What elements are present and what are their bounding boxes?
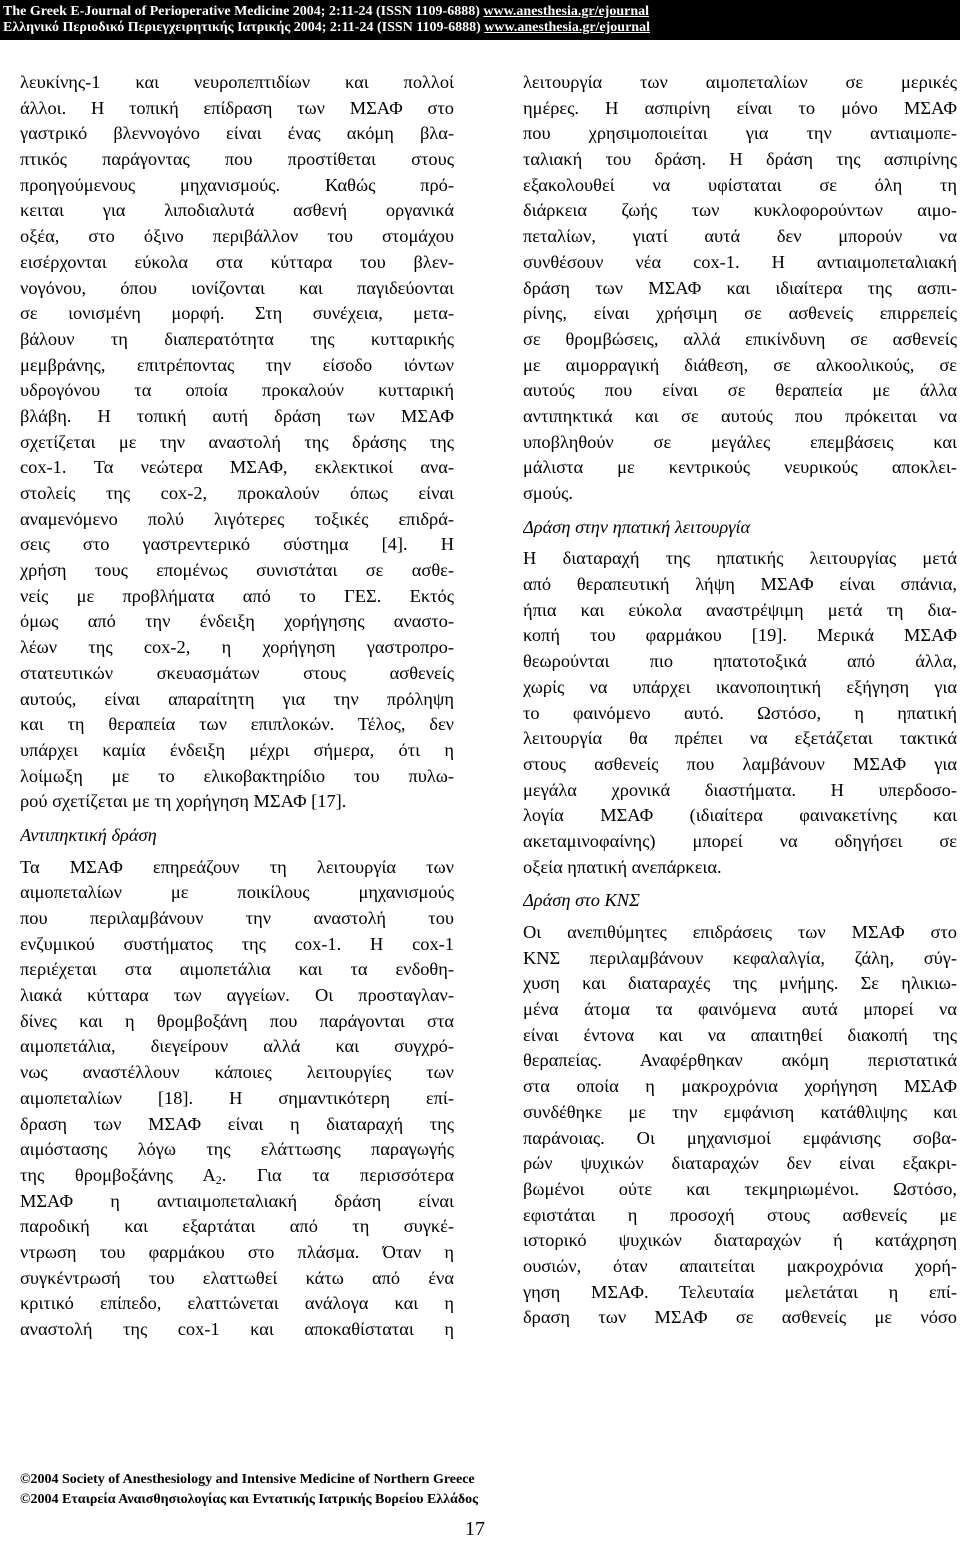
text-line: Η διαταραχή της ηπατικής λειτουργίας μετά [523, 548, 957, 569]
header-citation-greek: Ελληνικό Περιοδικό Περιεγχειρητικής Ιατρικής 2004; 2:11-24 (ISSN 1109-6888) [3, 20, 485, 35]
text-line: ντρωση του φαρμάκου στο πλάσμα. Όταν η [20, 1241, 454, 1262]
text-line: υποβληθούν σε μεγάλες επεμβάσεις και [523, 431, 957, 452]
text-line: αυτούς, είναι απαραίτητη για την πρόληψη [20, 688, 454, 709]
text-line: λειτουργία των αιμοπεταλίων σε μερικές [523, 72, 957, 92]
text-line: μεμβράνης, επιτρέποντας την είσοδο ιόντων [20, 354, 454, 375]
text-line: με αιμορραγική διάθεση, σε αλκοολικούς, σε [523, 354, 957, 375]
text-line: νως αναστέλλουν κάποιες λειτουργίες των [20, 1062, 454, 1083]
text-line: άλλοι. Η τοπική επίδραση των ΜΣΑΦ στο [20, 97, 454, 118]
text-line: μάλιστα με κεντρικούς νευρικούς αποκλει- [523, 457, 957, 478]
text-line: σμούς. [523, 483, 573, 503]
journal-url-link-greek[interactable]: www.anesthesia.gr/ejournal [484, 20, 650, 35]
text-line: αναστολή της cox-1 και αποκαθίσταται η [20, 1319, 454, 1339]
text-line: κριτικό επίπεδο, ελαττώνεται ανάλογα και η [20, 1293, 454, 1314]
copyright-english: ©2004 Society of Anesthesiology and Intensive Medicine of Northern Greece [20, 1472, 475, 1487]
text-line: Τα ΜΣΑΦ επηρεάζουν τη λειτουργία των [20, 856, 454, 877]
text-line: συνθέσουν νέα cox-1. Η αντιαιμοπεταλιακή [523, 251, 957, 272]
journal-header [0, 0, 960, 40]
thromboxane-text-suffix: . Για τα περισσότερα [221, 1164, 454, 1185]
text-line: ρών ψυχικών διαταραχών δεν είναι εξακρι- [523, 1153, 957, 1174]
text-line: κειται για λιποδιαλυτά ασθενή οργανικά [20, 200, 454, 221]
text-line: συνδέθηκε με την εμφάνιση κατάθλιψης και [523, 1101, 957, 1122]
thromboxane-subscript: 2 [215, 1172, 222, 1187]
text-line: στα οποία η μακροχρόνια χορήγηση ΜΣΑΦ [523, 1076, 957, 1097]
text-line: ταλιακή του δράση. Η δράση της ασπιρίνης [523, 149, 957, 170]
right-paragraph-3 [523, 920, 957, 1331]
text-line: προηγούμενους μηχανισμούς. Καθώς πρό- [20, 174, 454, 195]
text-line: σε θρομβώσεις, αλλά επικίνδυνη σε ασθενείς [523, 328, 957, 349]
text-line: διάρκεια ζωής των κυκλοφορούντων αιμο- [523, 200, 957, 221]
text-line: υπάρχει καμία ένδειξη μέχρι σήμερα, ότι η [20, 739, 454, 760]
journal-url-link[interactable]: www.anesthesia.gr/ejournal [483, 4, 650, 19]
text-line: μένα άτομα τα φαινόμενα αυτά μπορεί να [523, 999, 957, 1020]
text-line: αιμοπετάλια, διεγείρουν αλλά και συγχρό- [20, 1036, 454, 1057]
text-line: από θεραπευτική λήψη ΜΣΑΦ είναι σπάνια, [523, 574, 957, 595]
copyright-greek: ©2004 Εταιρεία Αναισθησιολογίας και Εντατικής Ιατρικής Βορείου Ελλάδος [20, 1492, 479, 1507]
text-line: σχετίζεται με την αναστολή της δράσης της [20, 431, 454, 452]
text-line: οξέα, στο όξινο περιβάλλον του στομάχου [20, 226, 454, 247]
text-line: ημέρες. Η ασπιρίνη είναι το μόνο ΜΣΑΦ [523, 97, 957, 118]
text-line: Οι ανεπιθύμητες επιδράσεις των ΜΣΑΦ στο [523, 922, 957, 942]
text-line: αντιπηκτικά και σε αυτούς που πρόκειται να [523, 405, 957, 426]
text-line: αιμοπεταλίων με ποικίλους μηχανισμούς [20, 882, 454, 903]
text-line: σε ιονισμένη μορφή. Στη συνέχεια, μετα- [20, 303, 454, 324]
text-line: βωμένοι ούτε και τεκμηριωμένοι. Ωστόσο, [523, 1178, 957, 1199]
header-citation-english: The Greek E-Journal of Perioperative Medicine 2004; 2:11-24 (ISSN 1109-6888) [3, 4, 484, 19]
text-line: περιέχεται στα αιμοπετάλια και τα ενδοθη- [20, 959, 454, 980]
text-line: λογία ΜΣΑΦ (ιδιαίτερα φαινακετίνης και [523, 805, 957, 826]
text-line: δραση των ΜΣΑΦ είναι η διαταραχή της [20, 1113, 454, 1134]
section-heading-anticoagulant: Αντιπηκτική δράση [20, 824, 157, 845]
text-line: πεταλίων, γιατί αυτά δεν μπορούν να [523, 226, 957, 247]
text-line: θεραπείας. Αναφέρθηκαν ακόμη περιστατικά [523, 1050, 957, 1071]
text-line: αιμοπεταλίων [18]. Η σημαντικότερη επί- [20, 1087, 454, 1108]
text-line: δραση των ΜΣΑΦ σε ασθενείς με νόσο [523, 1307, 957, 1328]
copyright-footer [20, 1470, 478, 1510]
text-line: ιστορικό ψυχικών διαταραχών ή κατάχρηση [523, 1230, 957, 1251]
text-line: αιμόστασης λόγω της ελάττωσης παραγωγής [20, 1139, 454, 1160]
text-line: είναι έντονα και να απαιτηθεί διακοπή της [523, 1024, 957, 1045]
text-line: γηση ΜΣΑΦ. Τελευταία μελετάται η επί- [523, 1281, 957, 1302]
text-line: πτικός παράγοντας που προστίθεται στους [20, 149, 454, 170]
text-line: ρίνης, είναι χρήσιμη σε ασθενείς επιρρεπείς [523, 303, 957, 324]
text-line: ακεταμινοφαίνης) μπορεί να οδηγήσει σε [523, 830, 957, 851]
text-line: κοπή του φαρμάκου [19]. Μερικά ΜΣΑΦ [523, 625, 957, 646]
section-heading-cns: Δράση στο ΚΝΣ [523, 890, 640, 911]
section-heading-liver: Δράση στην ηπατική λειτουργία [523, 516, 751, 537]
text-line: λειτουργία θα πρέπει να εξετάζεται τακτικά [523, 728, 957, 749]
text-line: υδρογόνου τα οποία προκαλούν κυτταρική [20, 380, 454, 401]
text-line: λευκίνης-1 και νευροπεπτιδίων και πολλοί [20, 72, 454, 92]
left-column [20, 70, 454, 1343]
text-line: ουσιών, όταν απαιτείται μακροχρόνια χορή- [523, 1255, 957, 1276]
text-line: αυτούς που είναι σε θεραπεία με άλλα [523, 380, 957, 401]
text-line [20, 1163, 454, 1189]
text-line: εξακολουθεί να υφίσταται σε όλη τη [523, 174, 957, 195]
text-line: μεγάλα χρονικά διαστήματα. Η υπερδοσο- [523, 779, 957, 800]
page-number: 17 [465, 1518, 485, 1540]
text-line: λιακά κύτταρα των αγγείων. Οι προσταγλαν- [20, 985, 454, 1006]
text-line: παροδική και εξαρτάται από τη συγκέ- [20, 1216, 454, 1237]
text-line: στολείς της cox-2, προκαλούν όπως είναι [20, 483, 454, 503]
text-line: το φαινόμενο αυτό. Ωστόσο, η ηπατική [523, 702, 957, 723]
header-line-english [3, 4, 960, 20]
left-paragraph-2 [20, 855, 454, 1163]
text-line: που χρησιμοποιείται για την αντιαιμοπε- [523, 123, 957, 144]
thromboxane-text: της θρομβοξάνης Α [20, 1164, 216, 1185]
text-line: χρήση τους επομένως συνιστάται σε ασθε- [20, 560, 454, 581]
left-paragraph-1 [20, 70, 454, 815]
text-line: οξεία ηπατική ανεπάρκεια. [523, 856, 722, 877]
text-line: αναμενόμενο πολύ λιγότερες τοξικές επιδρά- [20, 508, 454, 529]
text-line: θεωρούνται πιο ηπατοτοξικά από άλλα, [523, 651, 957, 672]
text-line: στατευτικών σκευασμάτων στους ασθενείς [20, 662, 454, 683]
text-line: όμως από την ένδειξη χορήγησης αναστο- [20, 611, 454, 632]
text-line: δίνες και η θρομβοξάνη που παράγονται στα [20, 1010, 454, 1031]
text-line: στους ασθενείς που λαμβάνουν ΜΣΑΦ για [523, 753, 957, 774]
right-paragraph-2 [523, 546, 957, 880]
right-column [523, 70, 957, 1331]
text-line: εφιστάται η προσοχή στους ασθενείς με [523, 1204, 957, 1225]
text-line: νογόνου, όπου ιονίζονται και παγιδεύονται [20, 277, 454, 298]
text-line: σεις στο γαστρεντερικό σύστημα [4]. Η [20, 534, 454, 555]
text-line: ΚΝΣ περιλαμβάνουν κεφαλαλγία, ζάλη, σύγ- [523, 947, 957, 968]
text-line: δράση των ΜΣΑΦ και ιδιαίτερα της ασπι- [523, 277, 957, 298]
text-line: και τη θεραπεία των επιπλοκών. Τέλος, δεν [20, 714, 454, 735]
text-line: εισέρχονται εύκολα στα κύτταρα του βλεν- [20, 251, 454, 272]
text-line: βλάβη. Η τοπική αυτή δράση των ΜΣΑΦ [20, 405, 454, 426]
text-line: ενζυμικού συστήματος της cox-1. Η cox-1 [20, 933, 454, 954]
text-line: λοίμωξη με το ελικοβακτηρίδιο του πυλω- [20, 765, 454, 786]
text-line: χωρίς να υπάρχει ικανοποιητική εξήγηση για [523, 676, 957, 697]
text-line: ήπια και εύκολα αναστρέψιμη μετά τη δια- [523, 599, 957, 620]
text-line: παράνοιας. Οι μηχανισμοί εμφάνισης σοβα- [523, 1127, 957, 1148]
text-line: νείς με προβλήματα από το ΓΕΣ. Εκτός [20, 585, 454, 606]
text-line: cox-1. Τα νεώτερα ΜΣΑΦ, εκλεκτικοί ανα- [20, 457, 454, 478]
text-line: ΜΣΑΦ η αντιαιμοπεταλιακή δράση είναι [20, 1190, 454, 1211]
text-line: λέων της cox-2, η χορήγηση γαστροπρο- [20, 637, 454, 658]
text-line: που περιλαμβάνουν την αναστολή του [20, 908, 454, 928]
right-paragraph-1 [523, 70, 957, 507]
header-line-greek [3, 20, 960, 36]
left-paragraph-3 [20, 1189, 454, 1343]
text-line: συγκέντρωσή του ελαττωθεί κάτω από ένα [20, 1267, 454, 1288]
text-line: γαστρικό βλεννογόνο είναι ένας ακόμη βλα- [20, 123, 454, 144]
text-line: βάλουν τη διαπερατότητα της κυτταρικής [20, 328, 454, 349]
text-line: χυση και διαταραχές της μνήμης. Σε ηλικιω- [523, 973, 957, 994]
text-line: ρού σχετίζεται με τη χορήγηση ΜΣΑΦ [17]. [20, 791, 347, 812]
